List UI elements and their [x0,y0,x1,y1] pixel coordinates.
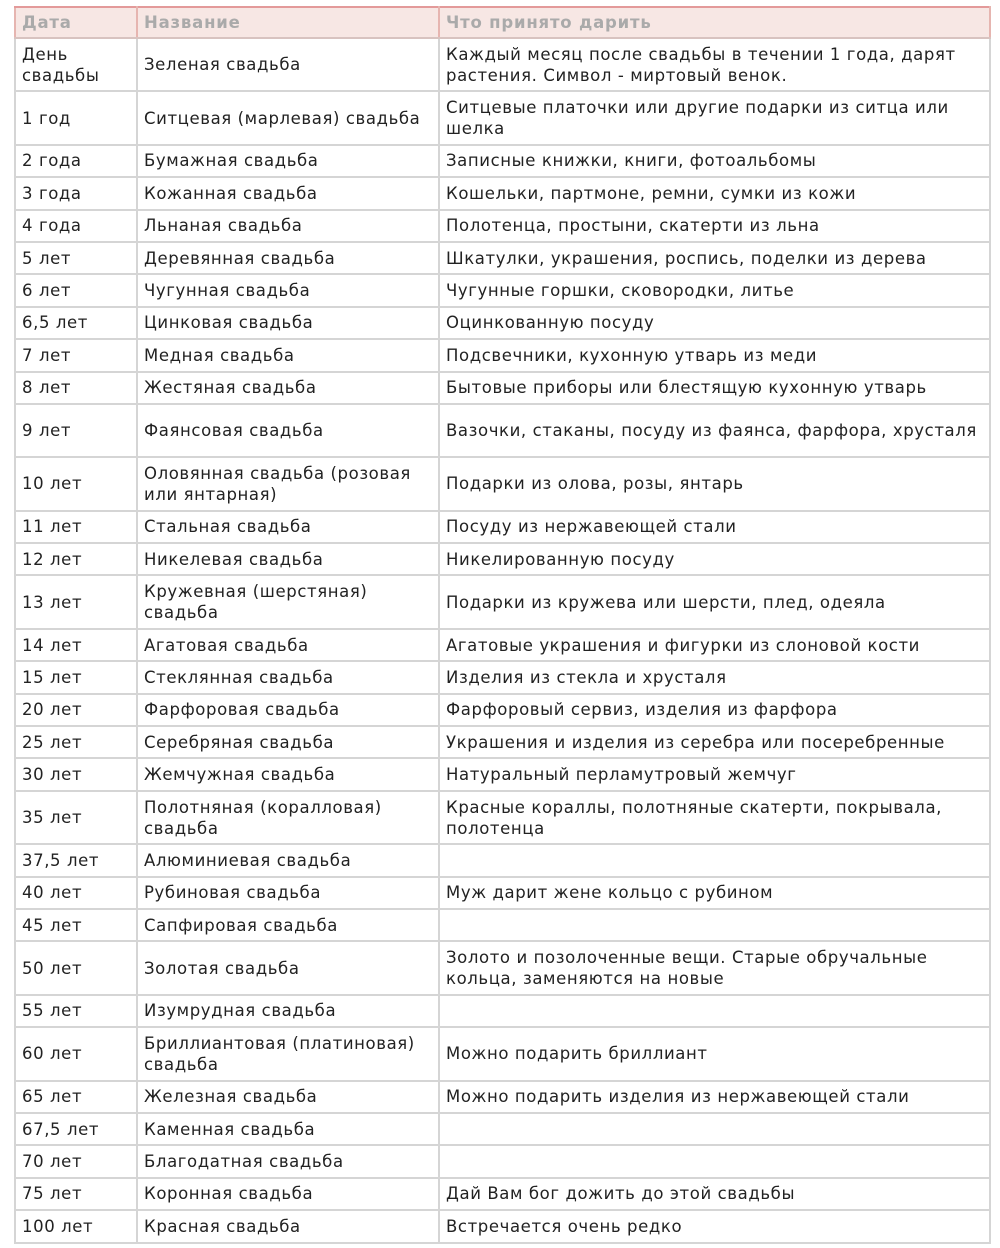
cell-name: Красная свадьба [137,1210,439,1242]
cell-name: Изумрудная свадьба [137,995,439,1027]
table-row [15,372,990,404]
cell-gift: Чугунные горшки, сковородки, литье [439,274,990,306]
cell-name: Чугунная свадьба [137,274,439,306]
cell-name: Ситцевая (марлевая) свадьба [137,91,439,144]
cell-name: Кожанная свадьба [137,177,439,209]
cell-date: 55 лет [15,995,137,1027]
cell-gift: Украшения и изделия из серебра или посеребренные [439,726,990,758]
cell-date: 2 года [15,145,137,177]
header-date: Дата [15,7,137,38]
cell-date: 8 лет [15,372,137,404]
cell-gift: Записные книжки, книги, фотоальбомы [439,145,990,177]
cell-name: Сапфировая свадьба [137,909,439,941]
cell-date: 30 лет [15,758,137,790]
cell-name: Стеклянная свадьба [137,661,439,693]
cell-name: Цинковая свадьба [137,307,439,339]
table-row [15,1178,990,1210]
cell-gift: Каждый месяц после свадьбы в течении 1 года, дарят растения. Символ - миртовый венок. [439,38,990,91]
cell-gift: Изделия из стекла и хрусталя [439,661,990,693]
table-row [15,575,990,628]
table-row [15,177,990,209]
cell-gift: Встречается очень редко [439,1210,990,1242]
cell-name: Бумажная свадьба [137,145,439,177]
cell-date: 70 лет [15,1145,137,1177]
cell-date: 100 лет [15,1210,137,1242]
table-row [15,877,990,909]
cell-name: Полотняная (коралловая) свадьба [137,791,439,844]
table-row [15,242,990,274]
cell-date: 13 лет [15,575,137,628]
cell-name: Жестяная свадьба [137,372,439,404]
cell-gift: Шкатулки, украшения, роспись, поделки из дерева [439,242,990,274]
cell-gift [439,909,990,941]
table-row [15,457,990,510]
cell-gift [439,995,990,1027]
cell-date: 50 лет [15,941,137,994]
cell-gift: Бытовые приборы или блестящую кухонную утварь [439,372,990,404]
cell-date: 1 год [15,91,137,144]
cell-gift: Муж дарит жене кольцо с рубином [439,877,990,909]
cell-date: 6,5 лет [15,307,137,339]
cell-gift: Никелированную посуду [439,543,990,575]
cell-name: Благодатная свадьба [137,1145,439,1177]
cell-gift: Красные кораллы, полотняные скатерти, покрывала, полотенца [439,791,990,844]
cell-gift: Посуду из нержавеющей стали [439,511,990,543]
cell-date: 20 лет [15,694,137,726]
table-row [15,145,990,177]
cell-date: 15 лет [15,661,137,693]
table-row [15,726,990,758]
cell-gift [439,1113,990,1145]
cell-date: 5 лет [15,242,137,274]
table-row [15,694,990,726]
table-row [15,1145,990,1177]
cell-gift: Подсвечники, кухонную утварь из меди [439,339,990,371]
cell-date: 11 лет [15,511,137,543]
cell-name: Золотая свадьба [137,941,439,994]
cell-gift: Натуральный перламутровый жемчуг [439,758,990,790]
table-row [15,307,990,339]
cell-date: 25 лет [15,726,137,758]
table-row [15,38,990,91]
cell-date: 65 лет [15,1081,137,1113]
cell-date: 4 года [15,210,137,242]
cell-date: 12 лет [15,543,137,575]
table-row [15,1210,990,1242]
anniversary-table [14,6,991,1244]
cell-gift: Подарки из кружева или шерсти, плед, одеяла [439,575,990,628]
cell-gift: Вазочки, стаканы, посуду из фаянса, фарфора, хрусталя [439,404,990,457]
cell-date: 3 года [15,177,137,209]
cell-name: Алюминиевая свадьба [137,844,439,876]
cell-date: 10 лет [15,457,137,510]
cell-date: 9 лет [15,404,137,457]
cell-name: Агатовая свадьба [137,629,439,661]
cell-name: Бриллиантовая (платиновая) свадьба [137,1027,439,1080]
cell-date: 60 лет [15,1027,137,1080]
cell-name: Стальная свадьба [137,511,439,543]
cell-gift: Кошельки, партмоне, ремни, сумки из кожи [439,177,990,209]
table-row [15,404,990,457]
header-row [15,7,990,38]
cell-date: 67,5 лет [15,1113,137,1145]
table-row [15,844,990,876]
cell-gift: Можно подарить бриллиант [439,1027,990,1080]
table-row [15,210,990,242]
cell-gift: Фарфоровый сервиз, изделия из фарфора [439,694,990,726]
cell-name: Фарфоровая свадьба [137,694,439,726]
cell-date: 35 лет [15,791,137,844]
cell-date: День свадьбы [15,38,137,91]
table-row [15,661,990,693]
cell-name: Каменная свадьба [137,1113,439,1145]
cell-name: Серебряная свадьба [137,726,439,758]
cell-gift: Агатовые украшения и фигурки из слоновой кости [439,629,990,661]
cell-name: Оловянная свадьба (розовая или янтарная) [137,457,439,510]
cell-gift: Ситцевые платочки или другие подарки из ситца или шелка [439,91,990,144]
cell-gift [439,1145,990,1177]
cell-gift: Подарки из олова, розы, янтарь [439,457,990,510]
cell-gift: Золото и позолоченные вещи. Старые обручальные кольца, заменяются на новые [439,941,990,994]
table-row [15,758,990,790]
cell-name: Рубиновая свадьба [137,877,439,909]
cell-date: 14 лет [15,629,137,661]
cell-gift: Оцинкованную посуду [439,307,990,339]
cell-name: Никелевая свадьба [137,543,439,575]
cell-gift: Дай Вам бог дожить до этой свадьбы [439,1178,990,1210]
cell-date: 40 лет [15,877,137,909]
header-name: Название [137,7,439,38]
cell-name: Льнаная свадьба [137,210,439,242]
cell-name: Деревянная свадьба [137,242,439,274]
table-row [15,1113,990,1145]
cell-gift: Полотенца, простыни, скатерти из льна [439,210,990,242]
table-row [15,1027,990,1080]
table-row [15,1081,990,1113]
cell-date: 75 лет [15,1178,137,1210]
cell-name: Медная свадьба [137,339,439,371]
cell-name: Коронная свадьба [137,1178,439,1210]
table-header [15,7,990,38]
table-row [15,274,990,306]
table-row [15,339,990,371]
table-row [15,791,990,844]
table-row [15,543,990,575]
cell-date: 6 лет [15,274,137,306]
cell-name: Железная свадьба [137,1081,439,1113]
cell-name: Зеленая свадьба [137,38,439,91]
table-row [15,511,990,543]
cell-date: 45 лет [15,909,137,941]
table-row [15,941,990,994]
cell-name: Фаянсовая свадьба [137,404,439,457]
table-row [15,91,990,144]
cell-date: 37,5 лет [15,844,137,876]
cell-name: Жемчужная свадьба [137,758,439,790]
header-gift: Что принято дарить [439,7,990,38]
table-row [15,909,990,941]
cell-gift [439,844,990,876]
cell-date: 7 лет [15,339,137,371]
table-row [15,995,990,1027]
cell-name: Кружевная (шерстяная) свадьба [137,575,439,628]
table-row [15,629,990,661]
cell-gift: Можно подарить изделия из нержавеющей стали [439,1081,990,1113]
table-body [15,38,990,1243]
